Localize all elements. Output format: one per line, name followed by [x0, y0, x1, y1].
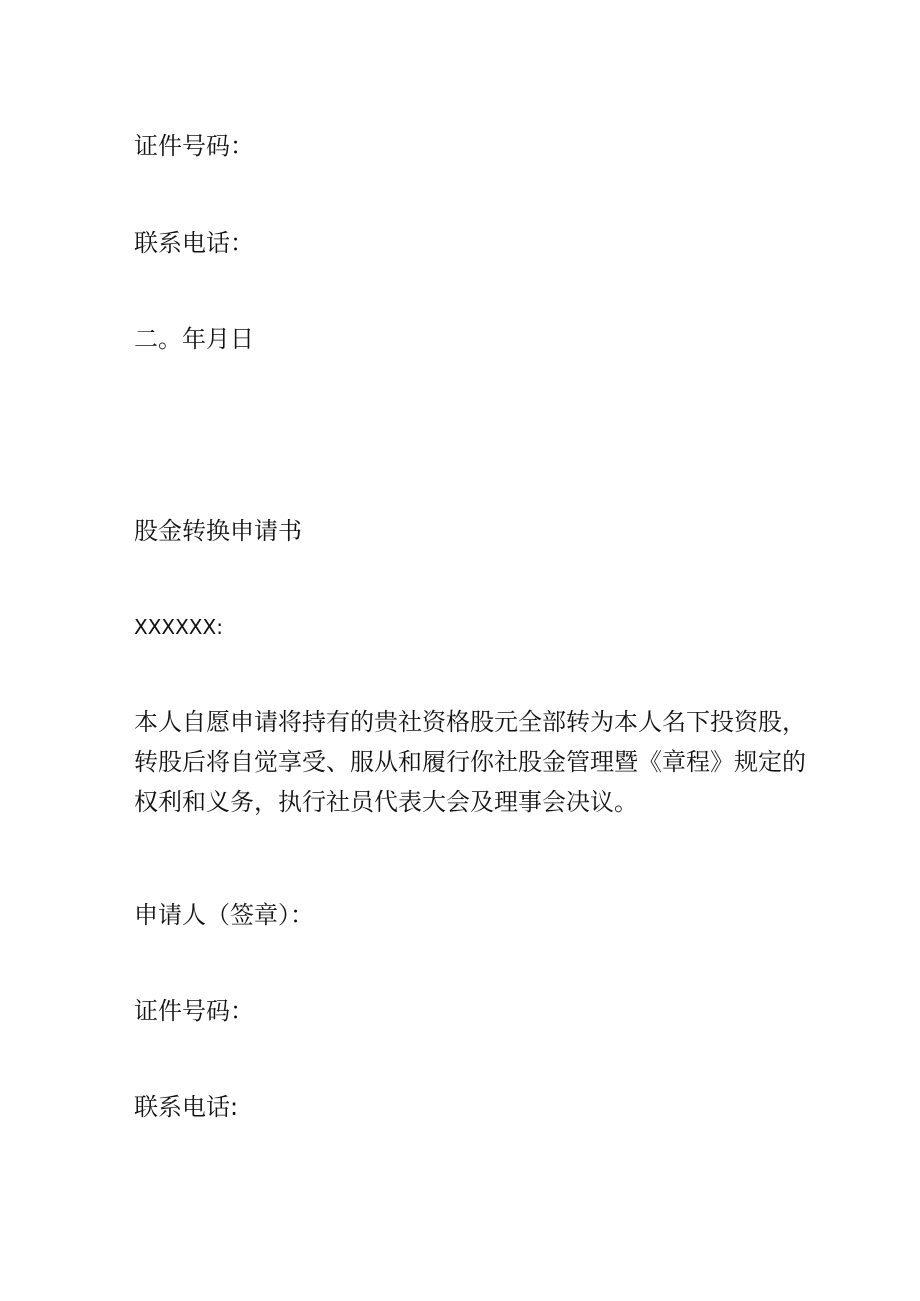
document-title: 股金转换申请书	[134, 517, 302, 545]
body-line: 本人自愿申请将持有的贵社资格股元全部转为本人名下投资股，	[134, 708, 806, 736]
body-line: 权利和义务，执行社员代表大会及理事会决议。	[134, 788, 638, 816]
id-number-label: 证件号码：	[134, 132, 254, 160]
addressee: XXXXXX:	[134, 615, 223, 639]
phone-label: 联系电话：	[134, 229, 254, 257]
id-number-label: 证件号码：	[134, 997, 254, 1025]
application-body	[134, 702, 806, 822]
applicant-signature-label: 申请人（签章）：	[134, 901, 314, 929]
date-line: 二。年月日	[134, 325, 254, 353]
phone-label: 联系电话:	[134, 1093, 239, 1121]
body-line: 转股后将自觉享受、服从和履行你社股金管理暨《章程》规定的	[134, 748, 806, 776]
